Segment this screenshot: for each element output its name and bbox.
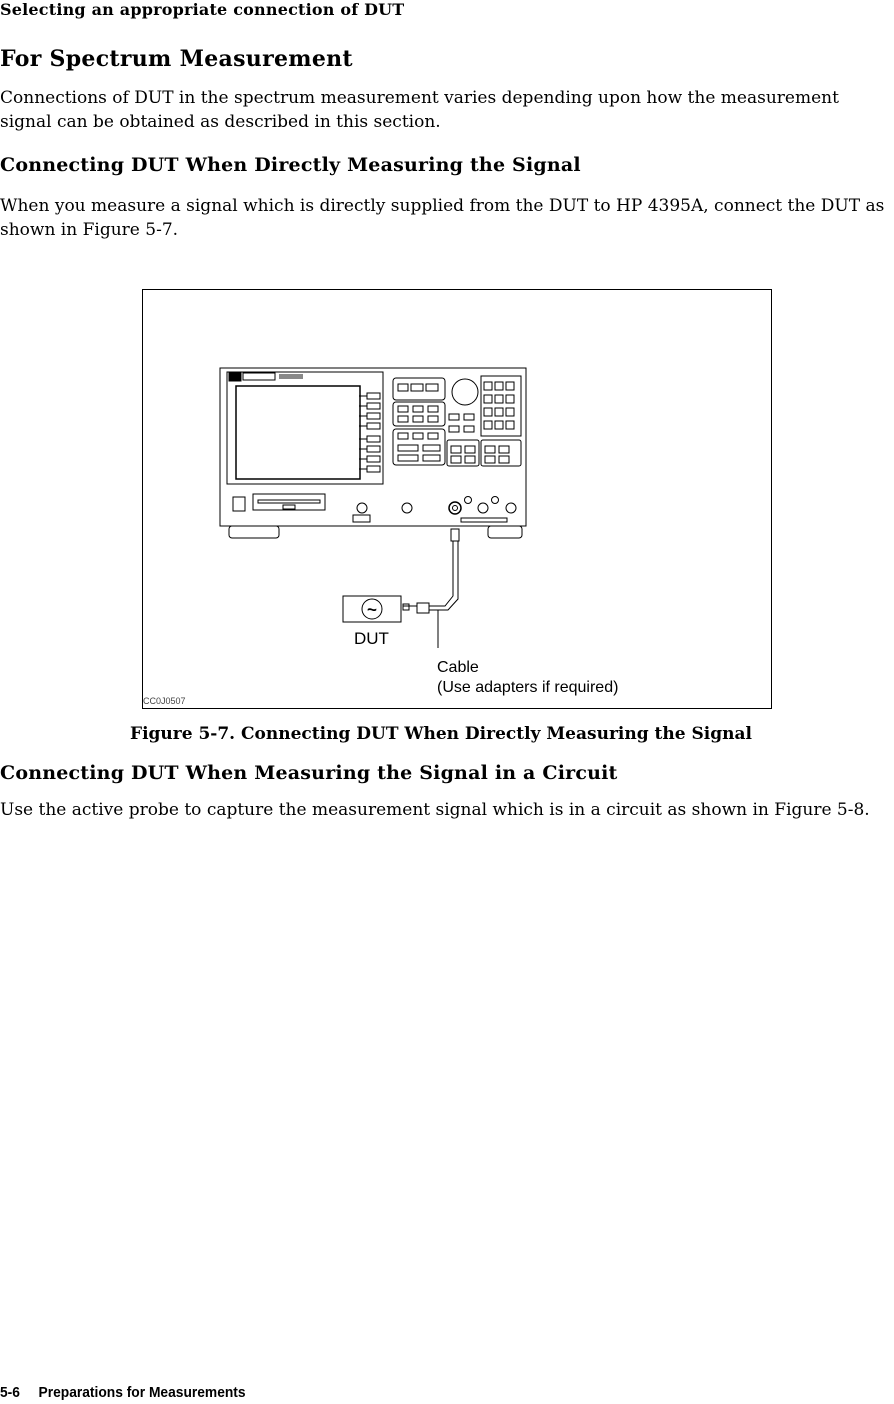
subsection-title-circuit: Connecting DUT When Measuring the Signal in a Circuit [0, 762, 618, 784]
dut-symbol: ~ [367, 600, 377, 619]
analyzer-body [220, 368, 526, 526]
figure-5-7 [142, 289, 772, 709]
cable-connector-top [451, 529, 459, 541]
connection-diagram [143, 290, 771, 708]
subsection-text-circuit: Use the active probe to capture the measurement signal which is in a circuit as shown in Figure 5-8. [0, 800, 870, 820]
dut-label: DUT [354, 629, 389, 648]
cable-note: (Use adapters if required) [437, 679, 619, 696]
chapter-title: Preparations for Measurements [38, 1384, 246, 1401]
subsection-title-direct: Connecting DUT When Directly Measuring the Signal [0, 154, 581, 176]
subsection-text-direct: When you measure a signal which is directly supplied from the DUT to HP 4395A, connect the DUT as shown in Figure 5-7. [0, 196, 885, 240]
figure-caption: Figure 5-7. Connecting DUT When Directly Measuring the Signal [130, 724, 752, 744]
cable-label: Cable [437, 659, 479, 676]
section-title: For Spectrum Measurement [0, 46, 353, 72]
section-intro: Connections of DUT in the spectrum measurement varies depending upon how the measurement signal can be obtained as described in this section. [0, 88, 839, 132]
page-header: Selecting an appropriate connection of DUT [0, 0, 405, 19]
page-footer [0, 1384, 246, 1401]
figure-id: CC0J0507 [143, 696, 186, 706]
page-number: 5-6 [0, 1384, 20, 1401]
cable [429, 541, 453, 606]
cable-connector-dut [417, 603, 429, 613]
